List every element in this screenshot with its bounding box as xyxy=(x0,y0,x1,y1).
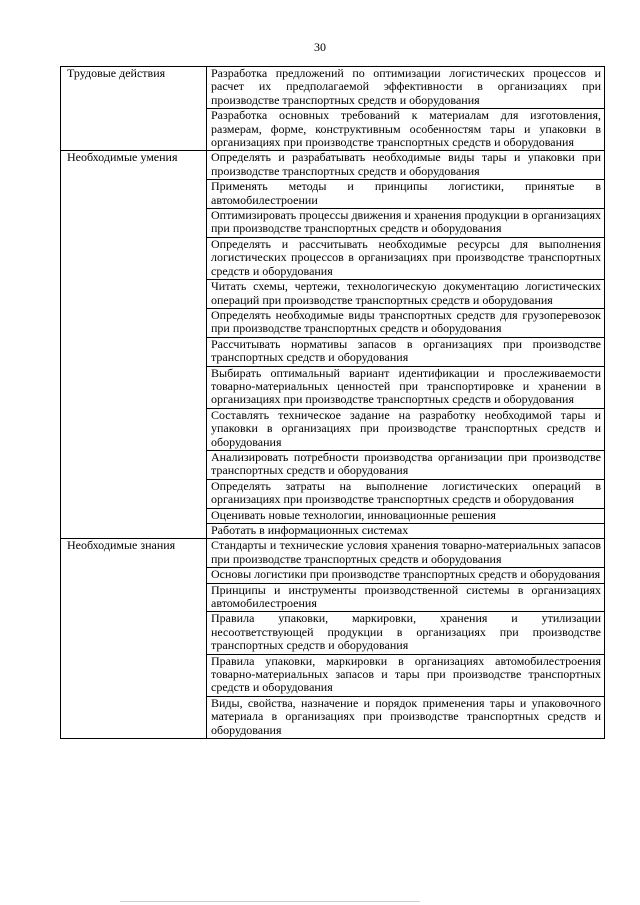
table-row xyxy=(61,151,605,180)
requirement-cell: Разработка предложений по оптимизации логистических процессов и расчет их предполагаемой эффективности в организациях при производстве транспортных средств и оборудования xyxy=(207,67,605,109)
requirement-cell: Определять и разрабатывать необходимые виды тары и упаковки при производстве транспортных средств и оборудования xyxy=(207,151,605,180)
requirement-cell: Основы логистики при производстве транспортных средств и оборудования xyxy=(207,568,605,583)
requirement-cell: Оптимизировать процессы движения и хранения продукции в организациях при производстве транспортных средств и оборудования xyxy=(207,209,605,238)
requirement-cell: Определять затраты на выполнение логистических операций в организациях при производстве транспортных средств и оборудования xyxy=(207,479,605,508)
requirements-table-body xyxy=(61,67,605,739)
category-cell: Трудовые действия xyxy=(61,67,207,151)
requirement-cell: Стандарты и технические условия хранения товарно-материальных запасов при производстве транспортных средств и оборудования xyxy=(207,539,605,568)
requirement-cell: Виды, свойства, назначение и порядок применения тары и упаковочного материала в организациях при производстве транспортных средств и оборудования xyxy=(207,696,605,738)
scan-edge-line xyxy=(120,901,420,902)
table-row xyxy=(61,539,605,568)
requirement-cell: Выбирать оптимальный вариант идентификации и прослеживаемости товарно-материальных ценностей при транспортировке и хранении в организациях при производстве транспортных средств и оборудования xyxy=(207,366,605,408)
requirement-cell: Определять необходимые виды транспортных средств для грузоперевозок при производстве транспортных средств и оборудования xyxy=(207,308,605,337)
requirement-cell: Составлять техническое задание на разработку необходимой тары и упаковки в организациях при производстве транспортных средств и оборудования xyxy=(207,408,605,450)
requirement-cell: Оценивать новые технологии, инновационные решения xyxy=(207,508,605,523)
requirement-cell: Применять методы и принципы логистики, принятые в автомобилестроении xyxy=(207,180,605,209)
category-cell: Необходимые знания xyxy=(61,539,207,739)
category-cell: Необходимые умения xyxy=(61,151,207,539)
requirement-cell: Читать схемы, чертежи, технологическую документацию логистических операций при производстве транспортных средств и оборудования xyxy=(207,280,605,309)
requirement-cell: Правила упаковки, маркировки, хранения и утилизации несоответствующей продукции в организациях при производстве транспортных средств и оборудования xyxy=(207,612,605,654)
page-number: 30 xyxy=(314,40,326,54)
requirements-table xyxy=(60,66,605,739)
requirement-cell: Разработка основных требований к материалам для изготовления, размерам, форме, конструктивным особенностям тары и упаковки в организациях при производстве транспортных средств и оборудования xyxy=(207,109,605,151)
requirement-cell: Правила упаковки, маркировки в организациях автомобилестроения товарно-материальных запасов и тары при производстве транспортных средств и оборудования xyxy=(207,654,605,696)
table-row xyxy=(61,67,605,109)
requirement-cell: Рассчитывать нормативы запасов в организациях при производстве транспортных средств и оборудования xyxy=(207,337,605,366)
requirement-cell: Принципы и инструменты производственной системы в организациях автомобилестроения xyxy=(207,583,605,612)
requirement-cell: Определять и рассчитывать необходимые ресурсы для выполнения логистических процессов в организациях при производстве транспортных средств и оборудования xyxy=(207,237,605,279)
requirement-cell: Анализировать потребности производства организации при производстве транспортных средств и оборудования xyxy=(207,450,605,479)
requirement-cell: Работать в информационных системах xyxy=(207,524,605,539)
